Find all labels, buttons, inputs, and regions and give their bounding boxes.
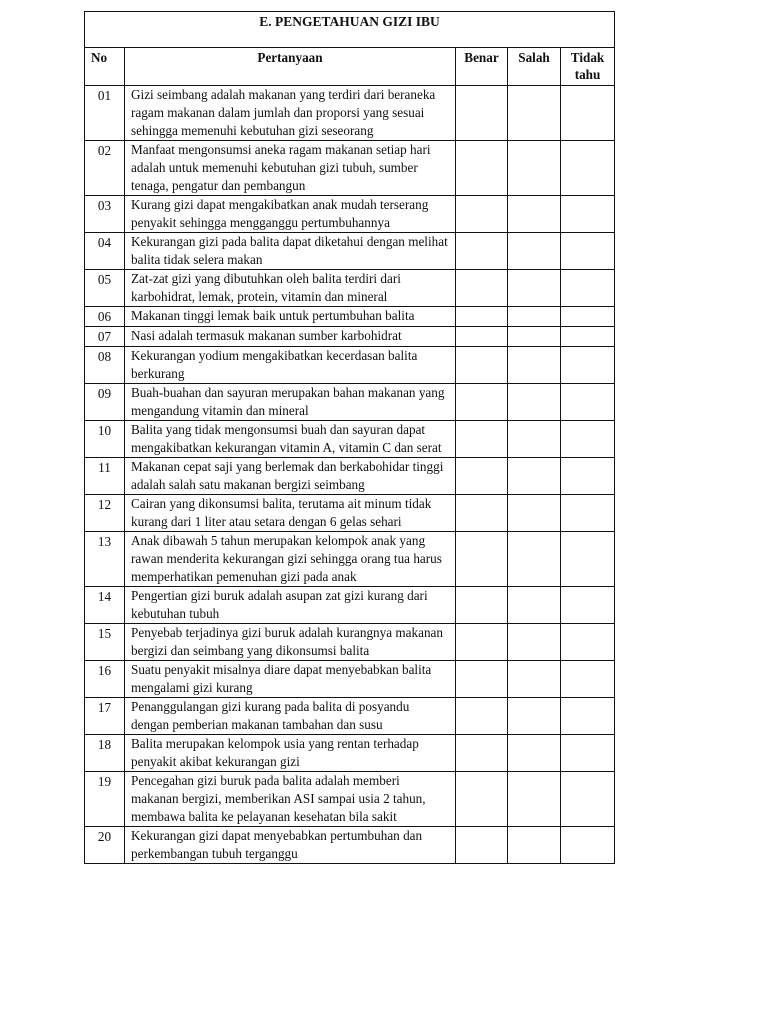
answer-false-cell[interactable] <box>508 384 561 421</box>
question-text: Cairan yang dikonsumsi balita, terutama ait minum tidak kurang dari 1 liter atau setara dengan 6 gelas sehari <box>125 495 456 532</box>
table-row <box>85 384 615 421</box>
answer-true-cell[interactable] <box>456 458 508 495</box>
row-number: 10 <box>85 421 125 458</box>
question-text: Nasi adalah termasuk makanan sumber karbohidrat <box>125 327 456 347</box>
row-number: 01 <box>85 86 125 141</box>
answer-unknown-cell[interactable] <box>561 772 615 827</box>
answer-false-cell[interactable] <box>508 307 561 327</box>
header-unknown: Tidak tahu <box>561 48 615 86</box>
answer-true-cell[interactable] <box>456 587 508 624</box>
row-number: 14 <box>85 587 125 624</box>
table-row <box>85 698 615 735</box>
answer-false-cell[interactable] <box>508 233 561 270</box>
answer-unknown-cell[interactable] <box>561 347 615 384</box>
answer-unknown-cell[interactable] <box>561 827 615 864</box>
answer-false-cell[interactable] <box>508 270 561 307</box>
answer-false-cell[interactable] <box>508 624 561 661</box>
question-text: Anak dibawah 5 tahun merupakan kelompok anak yang rawan menderita kekurangan gizi sehingga orang tua harus memperhatikan pemenuhan gizi pada anak <box>125 532 456 587</box>
header-false: Salah <box>508 48 561 86</box>
answer-true-cell[interactable] <box>456 532 508 587</box>
table-row <box>85 421 615 458</box>
table-row <box>85 307 615 327</box>
answer-unknown-cell[interactable] <box>561 624 615 661</box>
answer-unknown-cell[interactable] <box>561 141 615 196</box>
table-row <box>85 196 615 233</box>
row-number: 17 <box>85 698 125 735</box>
table-row <box>85 624 615 661</box>
answer-unknown-cell[interactable] <box>561 270 615 307</box>
question-text: Penyebab terjadinya gizi buruk adalah kurangnya makanan bergizi dan seimbang yang dikonsumsi balita <box>125 624 456 661</box>
answer-true-cell[interactable] <box>456 495 508 532</box>
question-text: Kekurangan gizi pada balita dapat diketahui dengan melihat balita tidak selera makan <box>125 233 456 270</box>
row-number: 02 <box>85 141 125 196</box>
table-row <box>85 495 615 532</box>
answer-false-cell[interactable] <box>508 327 561 347</box>
answer-unknown-cell[interactable] <box>561 495 615 532</box>
answer-unknown-cell[interactable] <box>561 532 615 587</box>
table-row <box>85 458 615 495</box>
answer-unknown-cell[interactable] <box>561 421 615 458</box>
answer-false-cell[interactable] <box>508 196 561 233</box>
table-row <box>85 327 615 347</box>
answer-true-cell[interactable] <box>456 661 508 698</box>
table-row <box>85 661 615 698</box>
question-text: Kurang gizi dapat mengakibatkan anak mudah terserang penyakit sehingga mengganggu pertumbuhannya <box>125 196 456 233</box>
questionnaire-table <box>84 11 615 864</box>
question-text: Balita yang tidak mengonsumsi buah dan sayuran dapat mengakibatkan kekurangan vitamin A, vitamin C dan serat <box>125 421 456 458</box>
answer-unknown-cell[interactable] <box>561 307 615 327</box>
table-row <box>85 772 615 827</box>
header-row <box>85 48 615 86</box>
answer-false-cell[interactable] <box>508 661 561 698</box>
question-text: Suatu penyakit misalnya diare dapat menyebabkan balita mengalami gizi kurang <box>125 661 456 698</box>
answer-unknown-cell[interactable] <box>561 735 615 772</box>
question-text: Buah-buahan dan sayuran merupakan bahan makanan yang mengandung vitamin dan mineral <box>125 384 456 421</box>
row-number: 11 <box>85 458 125 495</box>
question-text: Makanan tinggi lemak baik untuk pertumbuhan balita <box>125 307 456 327</box>
row-number: 20 <box>85 827 125 864</box>
question-text: Pengertian gizi buruk adalah asupan zat gizi kurang dari kebutuhan tubuh <box>125 587 456 624</box>
table-row <box>85 347 615 384</box>
question-text: Balita merupakan kelompok usia yang rentan terhadap penyakit akibat kekurangan gizi <box>125 735 456 772</box>
header-true: Benar <box>456 48 508 86</box>
answer-true-cell[interactable] <box>456 347 508 384</box>
row-number: 13 <box>85 532 125 587</box>
answer-false-cell[interactable] <box>508 532 561 587</box>
answer-true-cell[interactable] <box>456 307 508 327</box>
answer-false-cell[interactable] <box>508 347 561 384</box>
answer-unknown-cell[interactable] <box>561 327 615 347</box>
answer-unknown-cell[interactable] <box>561 587 615 624</box>
answer-false-cell[interactable] <box>508 698 561 735</box>
answer-false-cell[interactable] <box>508 827 561 864</box>
answer-true-cell[interactable] <box>456 624 508 661</box>
answer-false-cell[interactable] <box>508 735 561 772</box>
answer-false-cell[interactable] <box>508 421 561 458</box>
question-text: Kekurangan gizi dapat menyebabkan pertumbuhan dan perkembangan tubuh terganggu <box>125 827 456 864</box>
answer-true-cell[interactable] <box>456 141 508 196</box>
answer-false-cell[interactable] <box>508 495 561 532</box>
answer-true-cell[interactable] <box>456 270 508 307</box>
row-number: 04 <box>85 233 125 270</box>
answer-false-cell[interactable] <box>508 86 561 141</box>
answer-true-cell[interactable] <box>456 827 508 864</box>
answer-true-cell[interactable] <box>456 698 508 735</box>
row-number: 16 <box>85 661 125 698</box>
row-number: 08 <box>85 347 125 384</box>
question-text: Pencegahan gizi buruk pada balita adalah memberi makanan bergizi, memberikan ASI sampai usia 2 tahun, membawa balita ke pelayanan kesehatan bila sakit <box>125 772 456 827</box>
table-row <box>85 270 615 307</box>
row-number: 12 <box>85 495 125 532</box>
answer-true-cell[interactable] <box>456 772 508 827</box>
row-number: 06 <box>85 307 125 327</box>
answer-unknown-cell[interactable] <box>561 233 615 270</box>
answer-unknown-cell[interactable] <box>561 196 615 233</box>
question-text: Makanan cepat saji yang berlemak dan berkabohidar tinggi adalah salah satu makanan bergizi seimbang <box>125 458 456 495</box>
answer-false-cell[interactable] <box>508 772 561 827</box>
table-row <box>85 86 615 141</box>
row-number: 07 <box>85 327 125 347</box>
table-row <box>85 233 615 270</box>
row-number: 19 <box>85 772 125 827</box>
section-title: E. PENGETAHUAN GIZI IBU <box>85 12 615 48</box>
answer-true-cell[interactable] <box>456 327 508 347</box>
answer-false-cell[interactable] <box>508 141 561 196</box>
answer-true-cell[interactable] <box>456 384 508 421</box>
answer-true-cell[interactable] <box>456 421 508 458</box>
table-row <box>85 735 615 772</box>
answer-true-cell[interactable] <box>456 86 508 141</box>
row-number: 03 <box>85 196 125 233</box>
answer-unknown-cell[interactable] <box>561 458 615 495</box>
table-row <box>85 827 615 864</box>
row-number: 18 <box>85 735 125 772</box>
header-question: Pertanyaan <box>125 48 456 86</box>
header-no: No <box>85 48 125 86</box>
question-text: Manfaat mengonsumsi aneka ragam makanan setiap hari adalah untuk memenuhi kebutuhan gizi tubuh, sumber tenaga, pengatur dan pembangun <box>125 141 456 196</box>
question-text: Penanggulangan gizi kurang pada balita di posyandu dengan pemberian makanan tambahan dan susu <box>125 698 456 735</box>
answer-true-cell[interactable] <box>456 735 508 772</box>
answer-unknown-cell[interactable] <box>561 86 615 141</box>
answer-true-cell[interactable] <box>456 233 508 270</box>
row-number: 09 <box>85 384 125 421</box>
table-row <box>85 532 615 587</box>
question-text: Gizi seimbang adalah makanan yang terdiri dari beraneka ragam makanan dalam jumlah dan proporsi yang sesuai sehingga memenuhi kebutuhan gizi seseorang <box>125 86 456 141</box>
answer-false-cell[interactable] <box>508 458 561 495</box>
answer-false-cell[interactable] <box>508 587 561 624</box>
answer-unknown-cell[interactable] <box>561 661 615 698</box>
question-text: Kekurangan yodium mengakibatkan kecerdasan balita berkurang <box>125 347 456 384</box>
question-text: Zat-zat gizi yang dibutuhkan oleh balita terdiri dari karbohidrat, lemak, protein, vitamin dan mineral <box>125 270 456 307</box>
table-row <box>85 141 615 196</box>
row-number: 05 <box>85 270 125 307</box>
answer-unknown-cell[interactable] <box>561 384 615 421</box>
row-number: 15 <box>85 624 125 661</box>
table-row <box>85 587 615 624</box>
answer-true-cell[interactable] <box>456 196 508 233</box>
answer-unknown-cell[interactable] <box>561 698 615 735</box>
title-row <box>85 12 615 48</box>
